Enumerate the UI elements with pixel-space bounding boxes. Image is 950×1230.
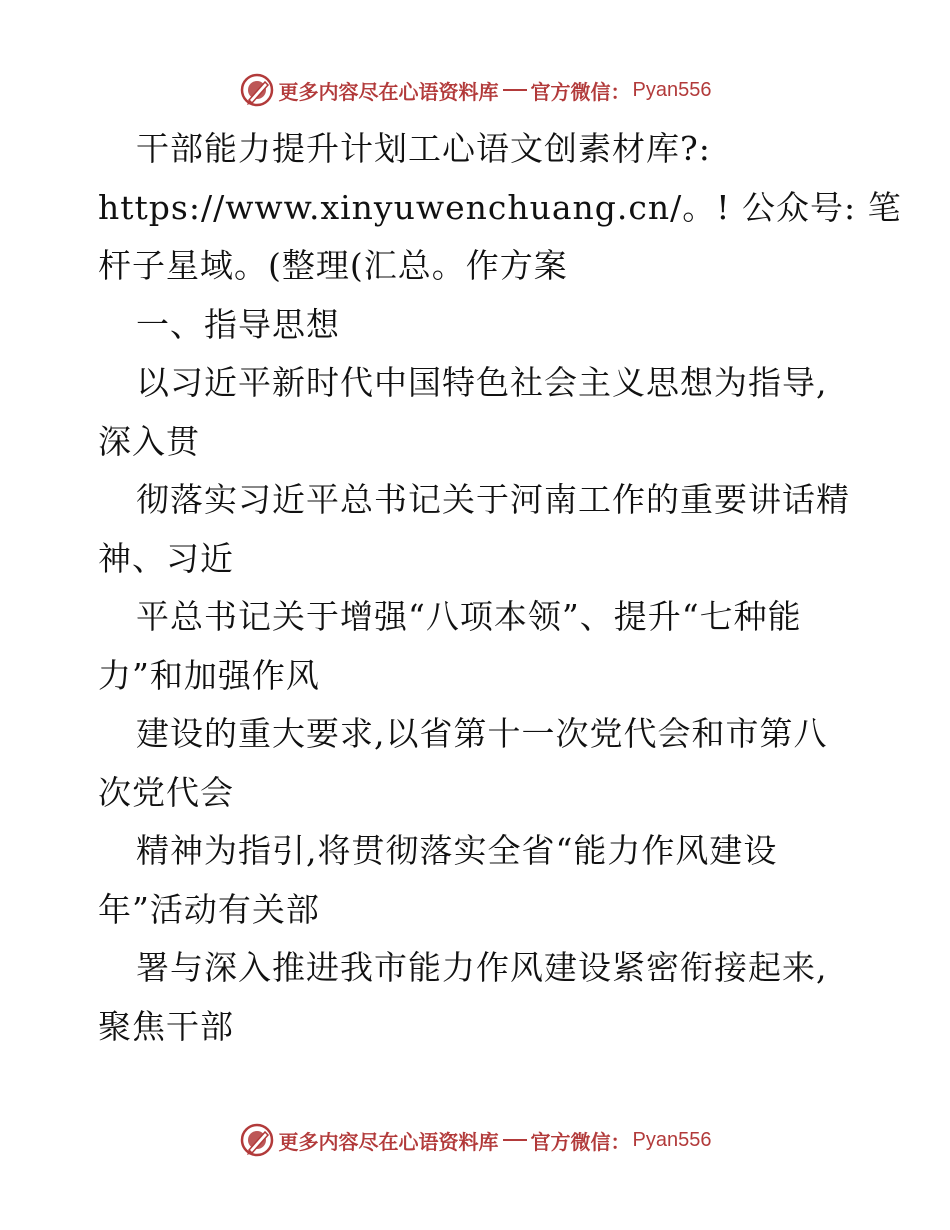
doc-line: 年”活动有关部	[98, 889, 320, 929]
pen-logo-icon	[239, 1122, 275, 1158]
document-body	[98, 120, 902, 1056]
doc-line: 力”和加强作风	[98, 655, 320, 695]
banner-dash	[503, 1139, 527, 1141]
doc-line: https://www.xinyuwenchuang.cn/。! 公众号: 笔	[98, 187, 902, 227]
banner-wechat-id: Pyan556	[632, 78, 712, 101]
pen-logo-icon	[239, 72, 275, 108]
banner-brand-text: 更多内容尽在心语资料库	[278, 79, 499, 104]
doc-line: 建设的重大要求,以省第十一次党代会和市第八	[136, 714, 828, 753]
doc-line: 聚焦干部	[98, 1006, 234, 1046]
banner-wechat-label: 官方微信：	[530, 1129, 631, 1154]
doc-line: 神、习近	[98, 538, 234, 578]
doc-line: 干部能力提升计划工心语文创素材库?:	[136, 129, 711, 168]
doc-line: 深入贯	[98, 421, 200, 461]
section-heading: 一、指导思想	[136, 304, 340, 344]
banner-dash	[503, 89, 527, 91]
banner-brand-text: 更多内容尽在心语资料库	[278, 1129, 499, 1154]
doc-line: 以习近平新时代中国特色社会主义思想为指导,	[136, 363, 828, 402]
doc-line: 平总书记关于增强“八项本领”、提升“七种能	[136, 597, 802, 636]
doc-line: 杆子星域。(整理(汇总。作方案	[98, 246, 568, 285]
footer-watermark-banner	[0, 1120, 950, 1160]
doc-line: 署与深入推进我市能力作风建设紧密衔接起来,	[136, 948, 828, 987]
doc-line: 精神为指引,将贯彻落实全省“能力作风建设	[136, 831, 778, 870]
header-watermark-banner	[0, 70, 950, 110]
banner-wechat-id: Pyan556	[632, 1128, 712, 1151]
doc-line: 彻落实习近平总书记关于河南工作的重要讲话精	[136, 480, 850, 519]
banner-wechat-label: 官方微信：	[530, 79, 631, 104]
doc-line: 次党代会	[98, 772, 234, 812]
